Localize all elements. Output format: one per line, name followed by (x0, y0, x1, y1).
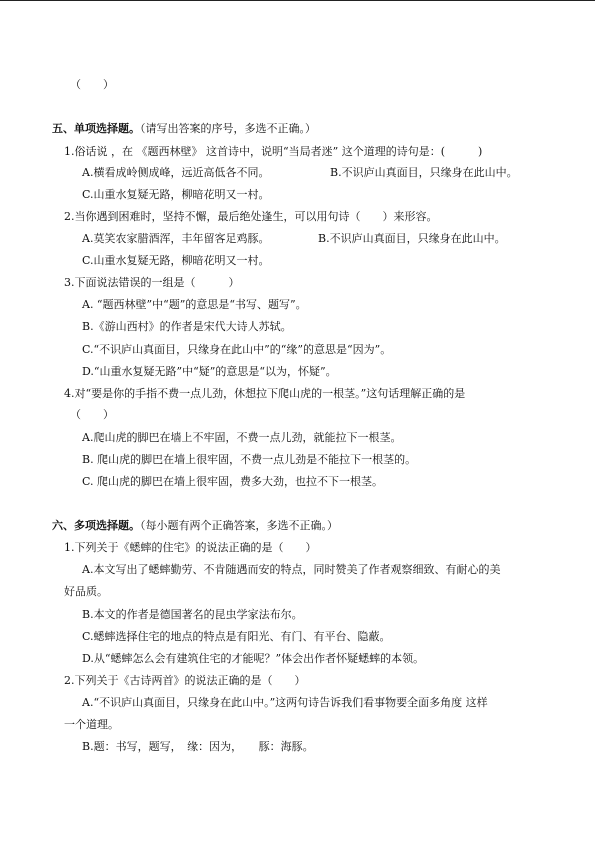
s5-q3-option-c: C.“不识庐山真面目，只缘身在此山中”的“缘”的意思是“因为”。 (82, 343, 392, 356)
section-5-heading (52, 122, 316, 136)
page-top-rule (0, 0, 595, 1)
section-6-note: （每小题有两个正确答案，多选不正确。） (140, 519, 338, 532)
section-5-note: （请写出答案的序号，多选不正确。） (140, 122, 316, 135)
s5-q2-option-c: C.山重水复疑无路，柳暗花明又一村。 (82, 254, 270, 267)
s5-q2-option-b: B.不识庐山真面目，只缘身在此山中。 (318, 232, 506, 245)
s5-q2-option-a: A.莫笑农家腊酒浑，丰年留客足鸡豚。 (82, 232, 270, 245)
section-5-title: 五、单项选择题。 (52, 122, 140, 135)
s6-q1-option-d: D.从“蟋蟀怎么会有建筑住宅的才能呢？”体会出作者怀疑蟋蟀的本领。 (82, 652, 425, 665)
s5-q1-option-c: C.山重水复疑无路，柳暗花明又一村。 (82, 188, 270, 201)
s6-q1-option-b: B.本文的作者是德国著名的昆虫学家法布尔。 (82, 608, 303, 621)
section-6-heading (52, 519, 338, 533)
s6-q2-option-a-line2: 一个道理。 (64, 718, 119, 731)
s5-q2-stem: 2.当你遇到困难时，坚持不懈，最后绝处逢生，可以用句诗（ ）来形容。 (64, 210, 438, 223)
s5-q3-option-d: D.“山重水复疑无路”中“疑”的意思是“以为，怀疑”。 (82, 365, 337, 378)
s5-q4-stem: 4.对“要是你的手指不费一点儿劲，休想拉下爬山虎的一根茎。”这句话理解正确的是 (64, 387, 466, 400)
s5-q4-answer-paren: （ ） (70, 408, 114, 421)
s5-q1-option-a: A.横看成岭侧成峰，远近高低各不同。 (82, 166, 270, 179)
s6-q2-option-b: B.题：书写，题写， 缘：因为， 豚：海豚。 (82, 740, 314, 753)
s5-q4-option-b: B. 爬山虎的脚巴在墙上很牢固，不费一点儿劲是不能拉下一根茎的。 (82, 453, 417, 466)
s5-q3-stem: 3.下面说法错误的一组是（ ） (64, 276, 240, 289)
s6-q2-option-a-line1: A.“不识庐山真面目，只缘身在此山中。”这两句诗告诉我们看事物要全面多角度 这样 (82, 696, 488, 709)
s5-q4-option-c: C. 爬山虎的脚巴在墙上很牢固，费多大劲，也拉不下一根茎。 (82, 475, 384, 488)
s6-q1-option-a-line1: A.本文写出了蟋蟀勤劳、不肯随遇而安的特点，同时赞美了作者观察细致、有耐心的美 (82, 563, 501, 576)
s6-q1-option-a-line2: 好品质。 (64, 585, 108, 598)
s5-q3-option-b: B.《游山西村》的作者是宋代大诗人苏轼。 (82, 320, 292, 333)
lead-answer-paren: （ ） (70, 78, 114, 91)
s5-q3-option-a: A. “题西林壁”中“题”的意思是“书写、题写”。 (82, 298, 307, 311)
s5-q1-option-b: B.不识庐山真面目，只缘身在此山中。 (330, 166, 518, 179)
s6-q1-stem: 1.下列关于《蟋蟀的住宅》的说法正确的是（ ） (64, 541, 317, 554)
s6-q1-option-c: C.蟋蟀选择住宅的地点的特点是有阳光、有门、有平台、隐蔽。 (82, 630, 391, 643)
s5-q1-stem: 1.俗话说 ，在 《题西林壁》 这首诗中，说明“当局者迷” 这个道理的诗句是：( ) (64, 145, 483, 158)
s6-q2-stem: 2.下列关于《古诗两首》的说法正确的是（ ） (64, 674, 306, 687)
section-6-title: 六、多项选择题。 (52, 519, 140, 532)
s5-q4-option-a: A.爬山虎的脚巴在墙上不牢固，不费一点儿劲，就能拉下一根茎。 (82, 431, 402, 444)
